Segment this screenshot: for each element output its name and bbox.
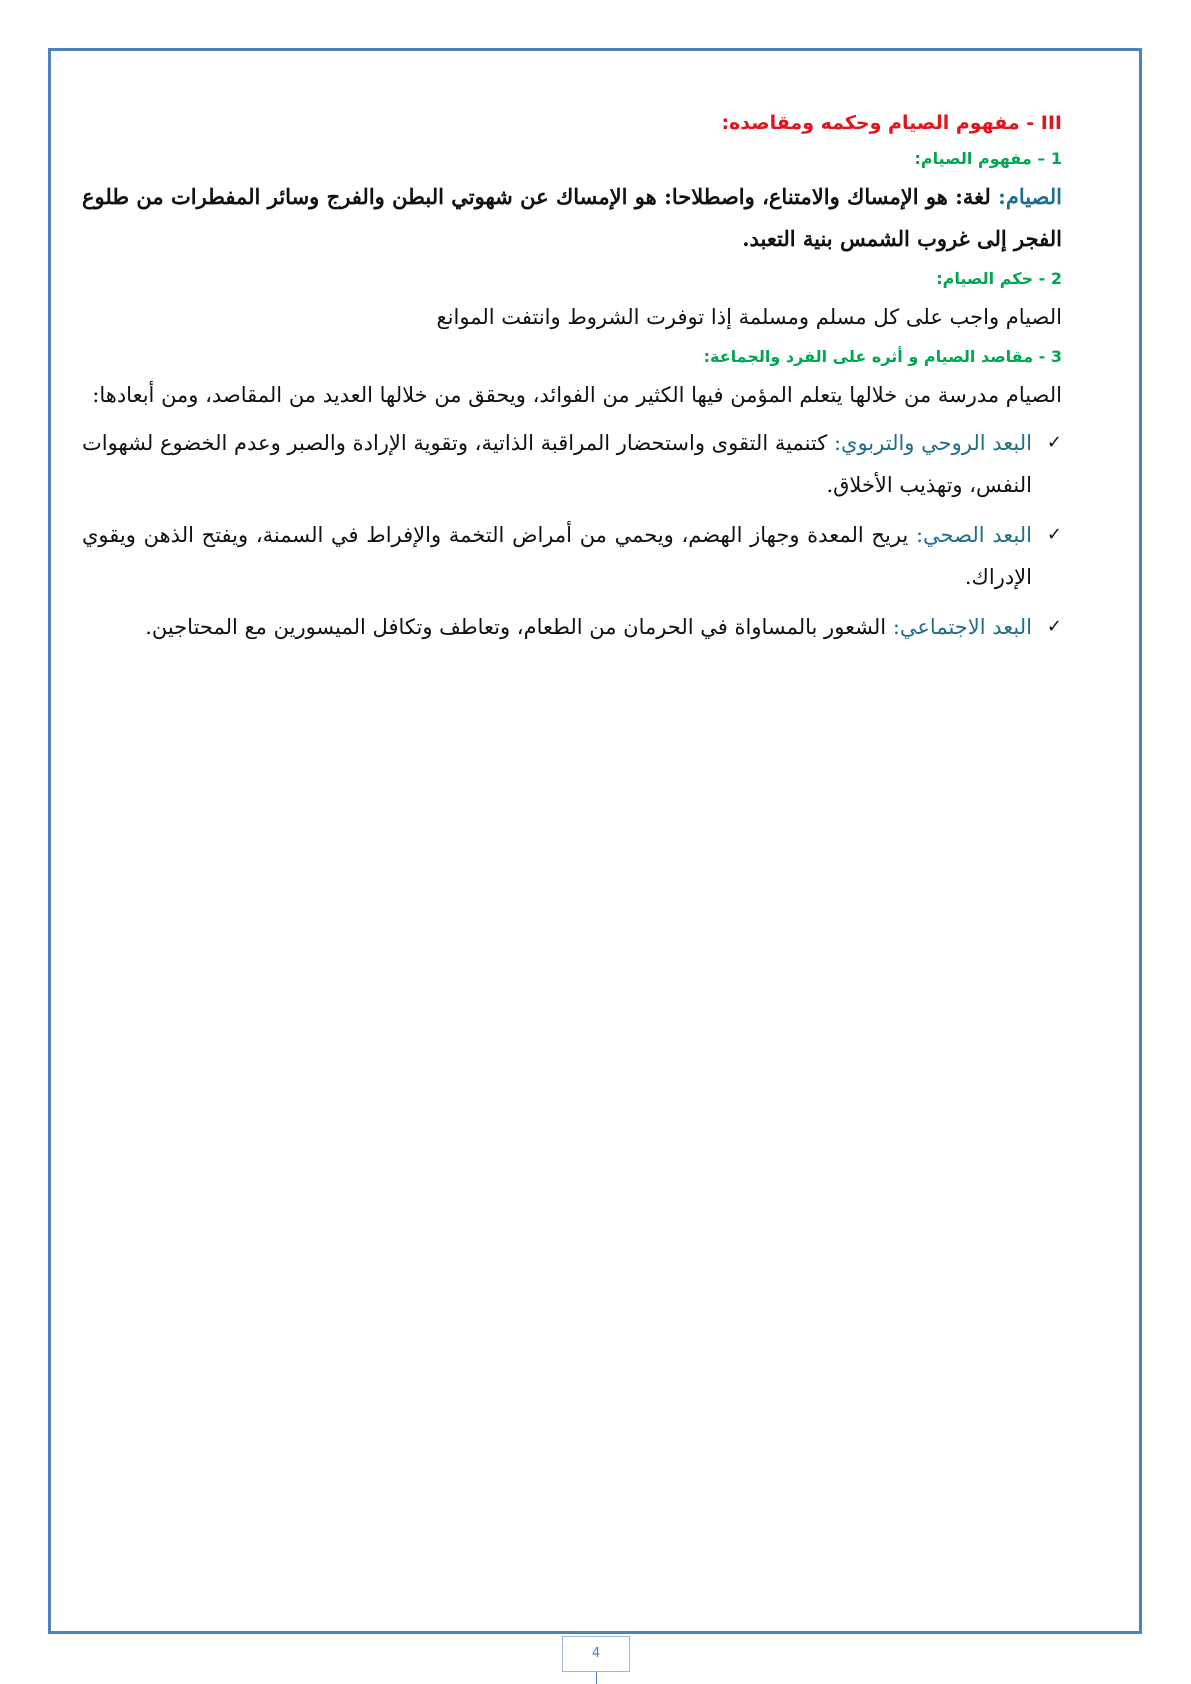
section-heading: III - مفهوم الصيام وحكمه ومقاصده: [721,112,1062,134]
list-item [82,514,1062,598]
list-item-text: كتنمية التقوى واستحضار المراقبة الذاتية، وتقوية الإرادة والصبر وعدم الخضوع لشهوات النفس، وتهذيب الأخلاق. [82,431,1032,497]
paragraph-definition [82,176,1062,260]
list-item [82,422,1062,506]
list-item-term: البعد الاجتماعي: [892,615,1032,639]
list-item-term: البعد الروحي والتربوي: [833,431,1032,455]
list-item [82,606,1062,648]
subheading-fasting-concept: 1 – مفهوم الصيام: [914,149,1062,168]
checkmark-icon: ✓ [1046,432,1062,453]
term-fasting: الصيام: [998,184,1062,209]
list-item-text: الشعور بالمساواة في الحرمان من الطعام، وتعاطف وتكافل الميسورين مع المحتاجين. [145,615,893,639]
footer-divider [596,1672,597,1684]
document-body [82,108,1062,656]
checkmark-icon: ✓ [1046,524,1062,545]
dimensions-list [82,422,1062,648]
page-number: 4 [562,1636,630,1672]
list-item-term: البعد الصحي: [915,523,1032,547]
paragraph-ruling: الصيام واجب على كل مسلم ومسلمة إذا توفرت الشروط وانتفت الموانع [436,305,1062,329]
checkmark-icon: ✓ [1046,616,1062,637]
subheading-fasting-ruling: 2 - حكم الصيام: [936,269,1062,288]
list-item-text: يريح المعدة وجهاز الهضم، ويحمي من أمراض التخمة والإفراط في السمنة، ويفتح الذهن ويقوي الإدراك. [82,523,1032,589]
subheading-fasting-objectives: 3 - مقاصد الصيام و أثره على الفرد والجماعة: [703,347,1062,366]
paragraph-objectives: الصيام مدرسة من خلالها يتعلم المؤمن فيها الكثير من الفوائد، ويحقق من خلالها العديد من المقاصد، ومن أبعادها: [92,383,1062,407]
definition-text: لغة: هو الإمساك والامتناع، واصطلاحا: هو الإمساك عن شهوتي البطن والفرج وسائر المفطرات من طلوع الفجر إلى غروب الشمس بنية التعبد. [82,184,1062,251]
